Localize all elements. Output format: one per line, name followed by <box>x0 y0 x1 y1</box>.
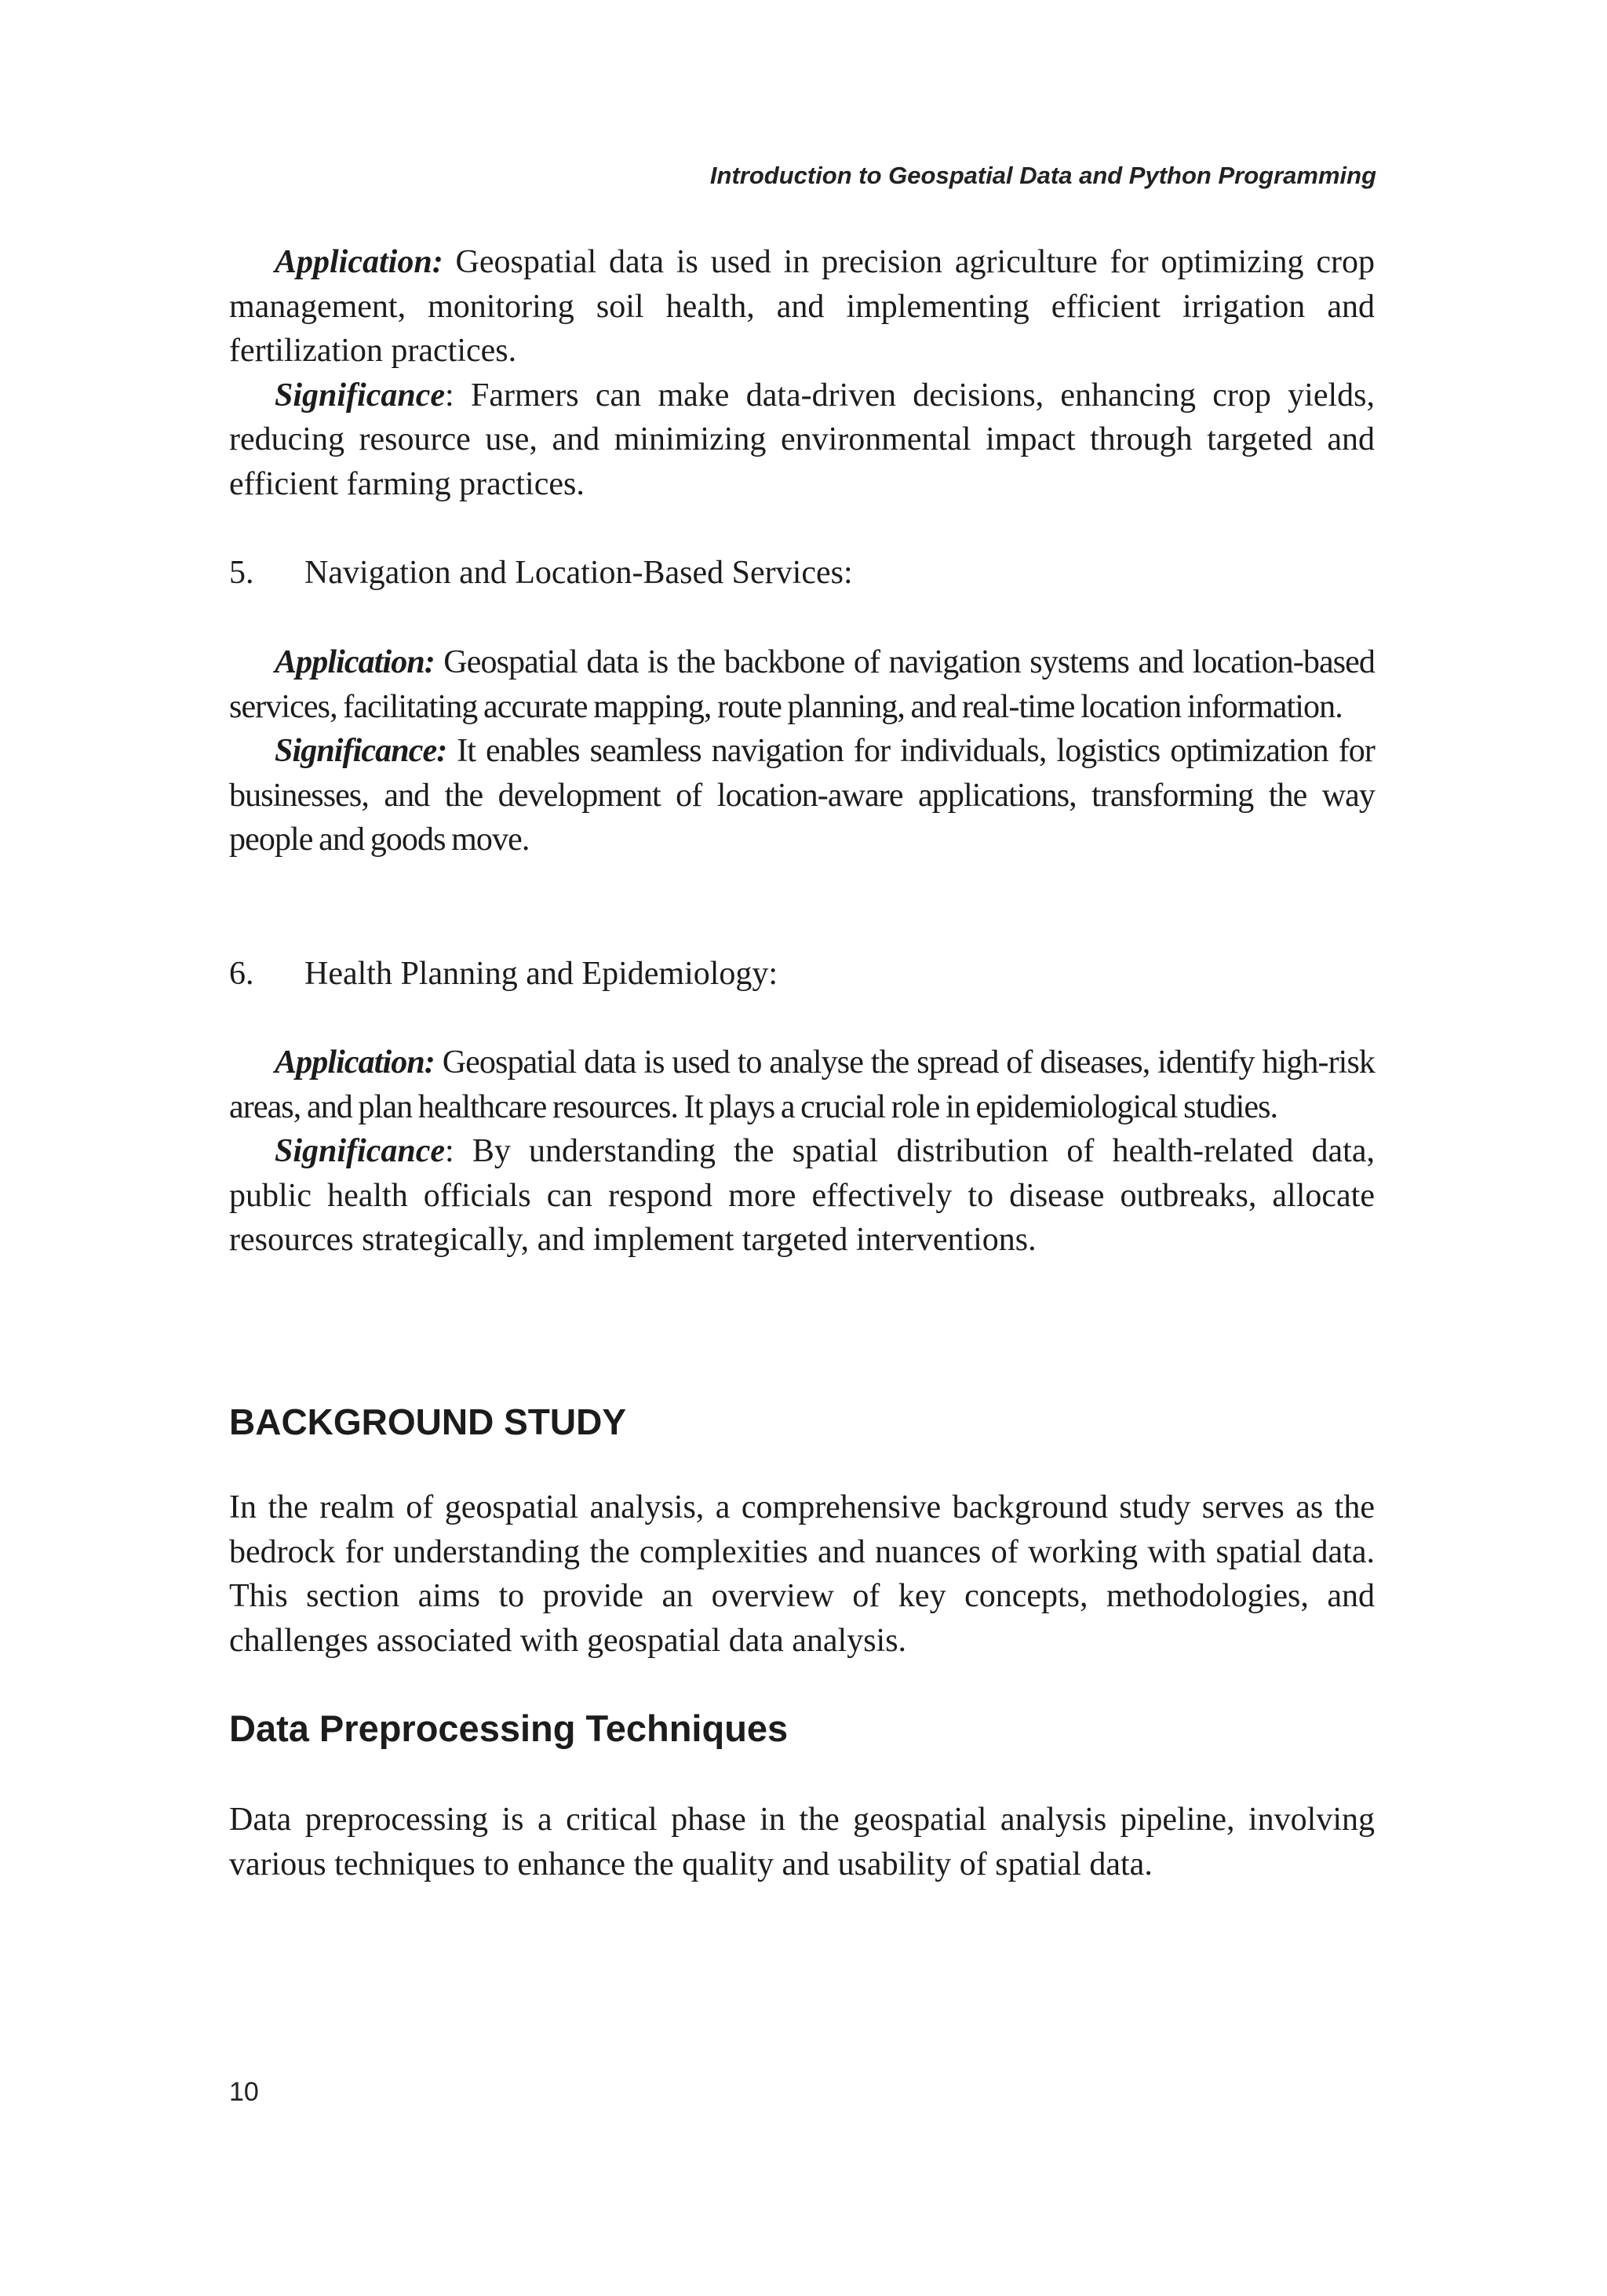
list-number: 5. <box>229 555 254 591</box>
list-title: Health Planning and Epidemiology: <box>304 956 778 992</box>
health-significance-paragraph <box>229 1129 1375 1263</box>
data-preprocessing-heading: Data Preprocessing Techniques <box>229 1707 789 1749</box>
background-study-section <box>229 1485 1375 1663</box>
health-list-item-wrapper <box>229 952 1375 997</box>
list-item-health <box>229 952 1375 997</box>
significance-label: Significance: <box>275 733 447 770</box>
page-number: 10 <box>229 2077 259 2107</box>
application-label: Application: <box>275 644 435 680</box>
significance-label: Significance <box>275 377 445 414</box>
running-header: Introduction to Geospatial Data and Python Programming <box>709 162 1376 189</box>
health-application-paragraph <box>229 1040 1375 1129</box>
list-title: Navigation and Location-Based Services: <box>304 555 853 591</box>
agriculture-application-paragraph <box>229 240 1375 374</box>
list-item-navigation <box>229 551 1375 596</box>
agriculture-significance-paragraph <box>229 374 1375 507</box>
significance-text: : By understanding the spatial distribution of health-related data, public health officials can respond more effectively to disease outbreaks, allocate resources strategically, and implement targeted interventions. <box>229 1133 1375 1259</box>
data-preprocessing-paragraph: Data preprocessing is a critical phase in the geospatial analysis pipeline, involving various techniques to enhance the quality and usability of spatial data. <box>229 1802 1375 1882</box>
navigation-significance-paragraph <box>229 729 1375 862</box>
significance-text: It enables seamless navigation for individuals, logistics optimization for businesses, and the development of location-aware applications, transforming the way people and goods move. <box>229 733 1375 858</box>
background-study-heading: BACKGROUND STUDY <box>229 1401 626 1442</box>
navigation-list-item-wrapper <box>229 551 1375 596</box>
background-study-paragraph: In the realm of geospatial analysis, a comprehensive background study serves as the bedrock for understanding the complexities and nuances of working with spatial data. This section aims to provide an overview of key concepts, methodologies, and challenges associated with geospatial data analysis. <box>229 1489 1375 1659</box>
navigation-application-paragraph <box>229 640 1375 729</box>
application-text: Geospatial data is the backbone of navigation systems and location-based services, facilitating accurate mapping, route planning, and real-time location information. <box>229 644 1375 725</box>
data-preprocessing-section <box>229 1798 1375 1886</box>
application-label: Application: <box>275 244 443 280</box>
significance-text: : Farmers can make data-driven decisions, enhancing crop yields, reducing resource use, and minimizing environmental impact through targeted and efficient farming practices. <box>229 377 1375 502</box>
list-number: 6. <box>229 956 254 992</box>
application-text: Geospatial data is used to analyse the spread of diseases, identify high-risk areas, and plan healthcare resources. It plays a crucial role in epidemiological studies. <box>229 1044 1375 1125</box>
application-text: Geospatial data is used in precision agriculture for optimizing crop management, monitoring soil health, and implementing efficient irrigation and fertilization practices. <box>229 244 1375 370</box>
health-section <box>229 1040 1375 1263</box>
navigation-section <box>229 640 1375 862</box>
application-label: Application: <box>275 1044 435 1081</box>
agriculture-section <box>229 240 1375 507</box>
significance-label: Significance <box>275 1133 445 1170</box>
